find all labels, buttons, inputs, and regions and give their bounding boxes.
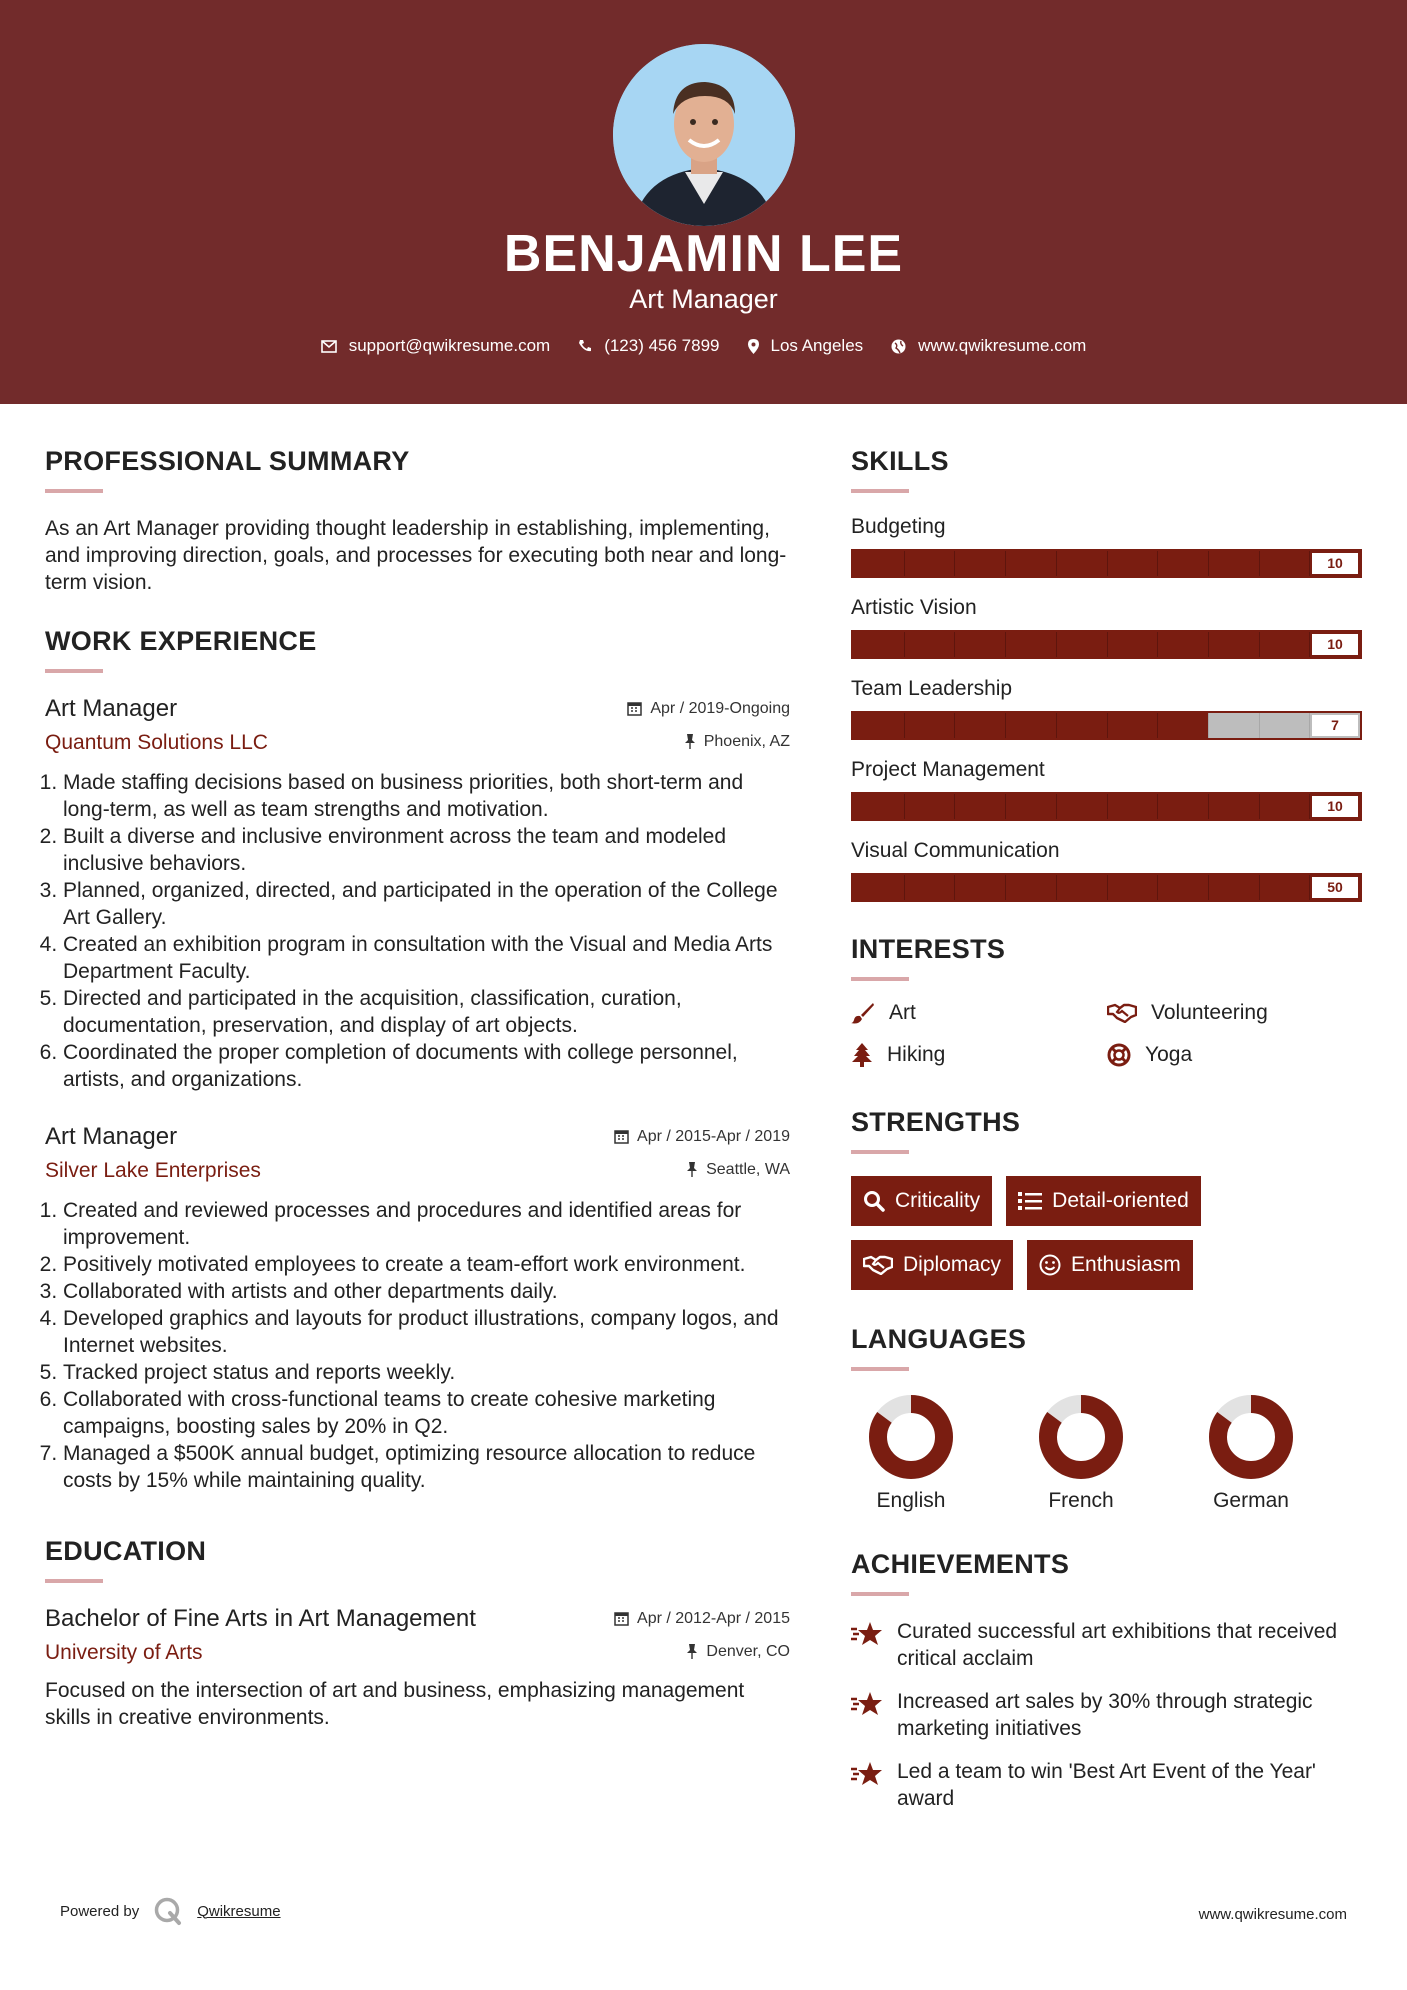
achievement-text: Curated successful art exhibitions that received critical acclaim <box>897 1620 1338 1670</box>
interest-item <box>1107 1043 1363 1067</box>
skill-item <box>851 596 1366 659</box>
skill-bar-divider <box>1157 632 1158 657</box>
interest-label: Volunteering <box>1151 1001 1268 1024</box>
skill-item <box>851 839 1366 902</box>
search-icon <box>863 1190 885 1212</box>
skill-value: 50 <box>1312 877 1358 898</box>
contact-email[interactable] <box>321 336 551 356</box>
skill-bar-divider <box>1309 632 1310 657</box>
skill-bar <box>851 630 1362 659</box>
skill-name: Visual Communication <box>851 839 1060 862</box>
skill-bar <box>851 549 1362 578</box>
languages-heading: LANGUAGES <box>851 1324 1027 1354</box>
skill-bar-divider <box>1259 713 1260 738</box>
skill-bar-divider <box>904 713 905 738</box>
skill-bar-divider <box>1005 875 1006 900</box>
skill-bar-divider <box>904 794 905 819</box>
profile-photo <box>613 44 795 226</box>
contact-location <box>748 336 864 356</box>
powered-by-label: Powered by <box>60 1902 140 1920</box>
heading-underline <box>851 1592 909 1596</box>
achievement-item <box>851 1758 1366 1812</box>
experience-section <box>45 626 790 1494</box>
skill-bar-divider <box>1056 551 1057 576</box>
languages-section <box>851 1324 1366 1513</box>
skill-bar-divider <box>1107 551 1108 576</box>
job-entry <box>45 695 790 1093</box>
left-column <box>45 446 790 1731</box>
skill-value: 10 <box>1312 553 1358 574</box>
skills-heading: SKILLS <box>851 446 949 476</box>
calendar-icon <box>614 1129 629 1144</box>
heading-underline <box>45 669 103 673</box>
duty-item: 4. Developed graphics and layouts for product illustrations, company logos, and Internet websites. <box>63 1305 790 1359</box>
skill-bar-divider <box>1309 713 1310 738</box>
qwikresume-logo-icon <box>153 1896 183 1926</box>
interests-section <box>851 934 1366 1067</box>
duty-item: 7. Managed a $500K annual budget, optimizing resource allocation to reduce costs by 15% while maintaining quality. <box>63 1440 790 1494</box>
duty-list <box>45 1197 790 1494</box>
contact-phone-text: (123) 456 7899 <box>604 336 720 355</box>
contact-website-text: www.qwikresume.com <box>918 336 1087 355</box>
list-icon <box>1018 1191 1042 1211</box>
skill-bar-divider <box>1309 794 1310 819</box>
skill-bar-divider <box>904 875 905 900</box>
skill-bar-divider <box>1056 632 1057 657</box>
skill-bar <box>851 792 1362 821</box>
smile-icon <box>1039 1254 1061 1276</box>
skill-bar-divider <box>1309 551 1310 576</box>
skill-bar-divider <box>1309 875 1310 900</box>
skill-name: Artistic Vision <box>851 596 977 619</box>
achievements-section <box>851 1549 1366 1812</box>
strengths-section <box>851 1107 1366 1290</box>
skill-bar-divider <box>1056 875 1057 900</box>
skill-bar-divider <box>1005 551 1006 576</box>
envelope-icon <box>321 340 337 353</box>
skill-bar-divider <box>954 875 955 900</box>
lifebuoy-icon <box>1107 1043 1131 1067</box>
strength-chip <box>1006 1176 1201 1226</box>
achievement-text: Led a team to win 'Best Art Event of the Year' award <box>897 1760 1316 1810</box>
contact-email-text: support@qwikresume.com <box>348 336 551 355</box>
skill-bar-divider <box>1208 794 1209 819</box>
achievement-item <box>851 1688 1366 1742</box>
interest-item <box>1107 1001 1363 1025</box>
skill-bar-divider <box>1056 713 1057 738</box>
job-title: Art Manager <box>45 695 178 722</box>
degree-title: Bachelor of Fine Arts in Art Management <box>45 1605 476 1632</box>
skill-value: 7 <box>1312 715 1358 736</box>
skill-bar-divider <box>1107 875 1108 900</box>
pushpin-icon <box>684 734 696 749</box>
strength-label: Detail-oriented <box>1052 1189 1189 1212</box>
interest-label: Art <box>889 1001 916 1024</box>
job-company: Silver Lake Enterprises <box>45 1159 261 1182</box>
duty-item: 5. Tracked project status and reports weekly. <box>63 1359 790 1386</box>
skill-bar-segments <box>853 794 1360 819</box>
skill-bar-divider <box>1208 713 1209 738</box>
skill-bar-segments <box>853 713 1360 738</box>
candidate-title: Art Manager <box>629 284 778 314</box>
paintbrush-icon <box>851 1002 875 1024</box>
award-star-icon <box>851 1691 883 1717</box>
skills-section <box>851 446 1366 902</box>
duty-item: 2. Positively motivated employees to create a team-effort work environment. <box>63 1251 790 1278</box>
heading-underline <box>851 1367 909 1371</box>
skill-bar-divider <box>904 551 905 576</box>
skill-bar-divider <box>1157 794 1158 819</box>
globe-icon <box>891 339 906 354</box>
heading-underline <box>851 1150 909 1154</box>
achievements-heading: ACHIEVEMENTS <box>851 1549 1070 1579</box>
duty-item: 1. Made staffing decisions based on business priorities, both short-term and long-term, as well as team strengths and motivation. <box>63 769 790 823</box>
skill-bar <box>851 711 1362 740</box>
job-date <box>627 700 790 718</box>
summary-heading: PROFESSIONAL SUMMARY <box>45 446 410 476</box>
map-pin-icon <box>748 339 759 354</box>
skill-name: Budgeting <box>851 515 946 538</box>
strength-label: Criticality <box>895 1189 981 1212</box>
job-entry <box>45 1123 790 1494</box>
interest-item <box>851 1001 1107 1025</box>
skill-name: Team Leadership <box>851 677 1013 700</box>
language-name: English <box>876 1489 946 1512</box>
skill-value: 10 <box>1312 796 1358 817</box>
job-location <box>684 733 790 751</box>
duty-item: 6. Collaborated with cross-functional teams to create cohesive marketing campaigns, boosting sales by 20% in Q2. <box>63 1386 790 1440</box>
skill-bar-divider <box>1259 551 1260 576</box>
education-location-text: Denver, CO <box>706 1642 790 1660</box>
duty-item: 3. Planned, organized, directed, and participated in the operation of the College Art Gallery. <box>63 877 790 931</box>
interest-item <box>851 1043 1107 1067</box>
strength-chip <box>851 1176 992 1226</box>
skill-bar-divider <box>1056 794 1057 819</box>
job-date <box>614 1128 790 1146</box>
language-donut-chart <box>1207 1393 1295 1481</box>
skill-bar-divider <box>1157 713 1158 738</box>
phone-icon <box>578 339 592 353</box>
calendar-icon <box>627 701 642 716</box>
duty-list <box>45 769 790 1093</box>
contact-website[interactable] <box>891 336 1086 356</box>
resume-header <box>0 0 1407 404</box>
education-date-text: Apr / 2012-Apr / 2015 <box>637 1609 790 1627</box>
language-name: German <box>1213 1489 1289 1512</box>
job-location <box>686 1161 790 1179</box>
contact-location-text: Los Angeles <box>770 336 864 355</box>
duty-item: 1. Created and reviewed processes and procedures and identified areas for improvement. <box>63 1197 790 1251</box>
skill-bar <box>851 873 1362 902</box>
footer-powered-by <box>60 1896 281 1926</box>
skill-bar-divider <box>954 794 955 819</box>
skill-bar-divider <box>1259 794 1260 819</box>
skill-bar-divider <box>1107 713 1108 738</box>
job-date-text: Apr / 2019-Ongoing <box>650 699 790 717</box>
strength-chip <box>1027 1240 1193 1290</box>
strength-label: Diplomacy <box>903 1253 1002 1276</box>
duty-item: 3. Collaborated with artists and other departments daily. <box>63 1278 790 1305</box>
skill-bar-divider <box>1208 632 1209 657</box>
duty-item: 6. Coordinated the proper completion of documents with college personnel, artists, and organizations. <box>63 1039 790 1093</box>
language-name: French <box>1048 1489 1114 1512</box>
education-section <box>45 1536 790 1731</box>
language-donut-chart <box>1037 1393 1125 1481</box>
skill-bar-divider <box>1208 551 1209 576</box>
footer-website[interactable]: www.qwikresume.com <box>1198 1906 1347 1923</box>
duty-item: 5. Directed and participated in the acquisition, classification, curation, documentation, preservation, and display of art objects. <box>63 985 790 1039</box>
heading-underline <box>851 489 909 493</box>
education-date <box>614 1610 790 1628</box>
education-text: Focused on the intersection of art and business, emphasizing management skills in creative environments. <box>45 1679 745 1729</box>
language-item <box>1191 1393 1361 1513</box>
skill-bar-divider <box>1157 551 1158 576</box>
contact-phone[interactable] <box>578 336 719 356</box>
skill-bar-divider <box>904 632 905 657</box>
job-company: Quantum Solutions LLC <box>45 731 268 754</box>
skill-bar-divider <box>1259 632 1260 657</box>
pushpin-icon <box>686 1162 698 1177</box>
skill-bar-divider <box>1208 875 1209 900</box>
skill-bar-divider <box>954 713 955 738</box>
achievement-item <box>851 1618 1366 1672</box>
duty-item: 2. Built a diverse and inclusive environment across the team and modeled inclusive behaviors. <box>63 823 790 877</box>
heading-underline <box>45 489 103 493</box>
qwikresume-link[interactable]: Qwikresume <box>197 1902 281 1920</box>
language-donut-chart <box>867 1393 955 1481</box>
pushpin-icon <box>686 1644 698 1659</box>
interest-label: Hiking <box>887 1043 946 1066</box>
job-date-text: Apr / 2015-Apr / 2019 <box>637 1127 790 1145</box>
job-location-text: Phoenix, AZ <box>703 732 790 750</box>
language-item <box>1021 1393 1191 1513</box>
skill-bar-divider <box>1005 632 1006 657</box>
skill-name: Project Management <box>851 758 1045 781</box>
skill-bar-divider <box>1107 632 1108 657</box>
handshake-icon <box>863 1255 893 1275</box>
contact-bar <box>0 336 1407 356</box>
achievement-text: Increased art sales by 30% through strategic marketing initiatives <box>897 1690 1313 1740</box>
education-location <box>686 1643 790 1661</box>
skill-value: 10 <box>1312 634 1358 655</box>
interests-heading: INTERESTS <box>851 934 1006 964</box>
award-star-icon <box>851 1621 883 1647</box>
job-title: Art Manager <box>45 1123 178 1150</box>
tree-icon <box>851 1043 873 1067</box>
summary-text: As an Art Manager providing thought leadership in establishing, implementing, and improving direction, goals, and processes for executing both near and long-term vision. <box>45 517 787 594</box>
skill-bar-divider <box>1005 794 1006 819</box>
education-heading: EDUCATION <box>45 1536 207 1566</box>
skill-bar-divider <box>1107 794 1108 819</box>
strength-chip <box>851 1240 1013 1290</box>
skill-bar-segments <box>853 551 1360 576</box>
heading-underline <box>45 1579 103 1583</box>
candidate-name: BENJAMIN LEE <box>503 225 904 283</box>
school-name: University of Arts <box>45 1641 203 1664</box>
interest-label: Yoga <box>1145 1043 1193 1066</box>
heading-underline <box>851 977 909 981</box>
skill-bar-segments <box>853 875 1360 900</box>
skill-bar-divider <box>1157 875 1158 900</box>
summary-section <box>45 446 790 596</box>
skill-item <box>851 677 1366 740</box>
skill-item <box>851 758 1366 821</box>
skill-bar-divider <box>954 632 955 657</box>
strength-label: Enthusiasm <box>1071 1253 1181 1276</box>
skill-bar-segments <box>853 632 1360 657</box>
job-location-text: Seattle, WA <box>706 1160 790 1178</box>
right-column <box>851 446 1366 1828</box>
skill-item <box>851 515 1366 578</box>
language-item <box>851 1393 1021 1513</box>
experience-heading: WORK EXPERIENCE <box>45 626 317 656</box>
award-star-icon <box>851 1761 883 1787</box>
handshake-icon <box>1107 1003 1137 1023</box>
skill-bar-divider <box>954 551 955 576</box>
skill-bar-divider <box>1005 713 1006 738</box>
strengths-heading: STRENGTHS <box>851 1107 1021 1137</box>
calendar-icon <box>614 1611 629 1626</box>
skill-bar-divider <box>1259 875 1260 900</box>
duty-item: 4. Created an exhibition program in consultation with the Visual and Media Arts Department Faculty. <box>63 931 790 985</box>
